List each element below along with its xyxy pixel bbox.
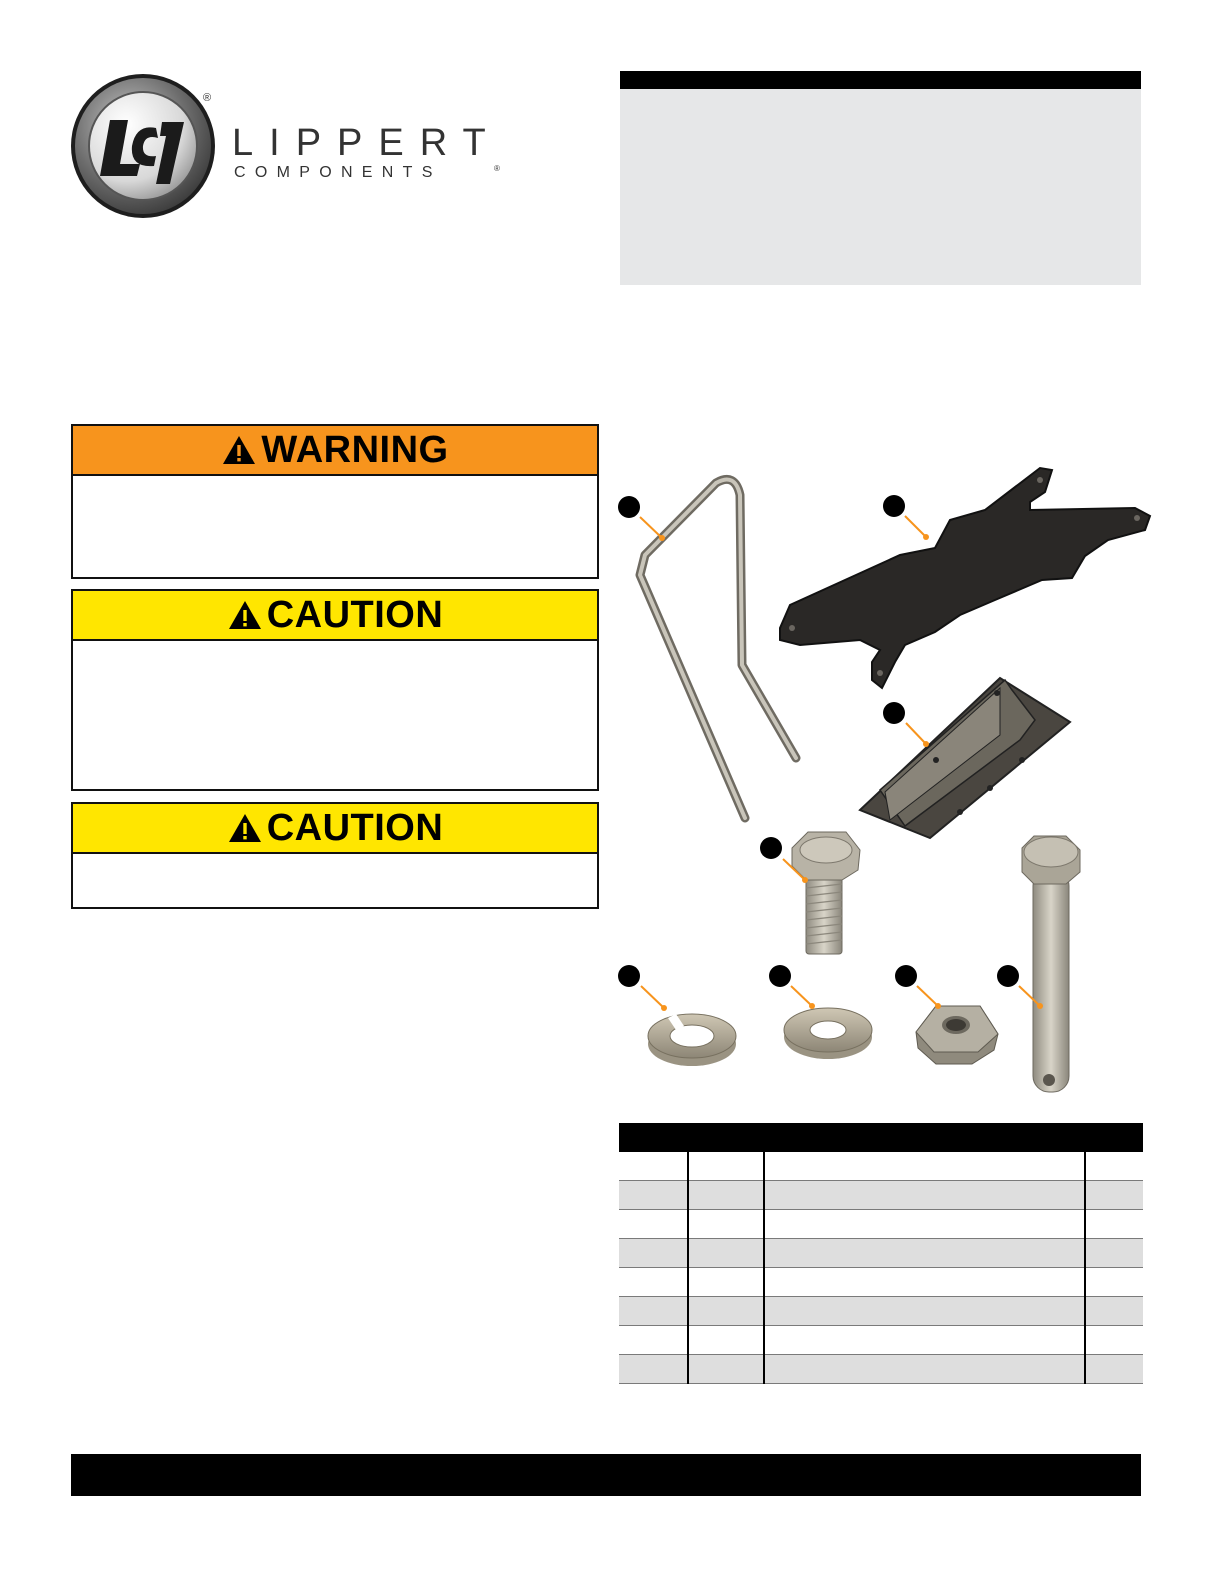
registered-mark-small: ® [494, 164, 500, 173]
callout-2 [883, 495, 929, 540]
table-row [619, 1152, 1143, 1181]
table-row [619, 1239, 1143, 1268]
parts-illustration [612, 455, 1172, 1115]
caution-header [73, 804, 597, 854]
table-row [619, 1355, 1143, 1384]
caution-notice-2 [71, 802, 599, 909]
caution-notice-1 [71, 589, 599, 791]
header-cell [688, 1123, 764, 1152]
callout-1 [618, 496, 665, 541]
mounting-plate-part [780, 468, 1150, 688]
channel-bracket-part [860, 678, 1070, 838]
flat-washer-part [784, 1008, 872, 1059]
table-row [619, 1297, 1143, 1326]
header-cell [764, 1123, 1085, 1152]
callout-5 [618, 965, 667, 1011]
title-bar [620, 71, 1141, 89]
callout-3 [883, 702, 929, 747]
clevis-pin-part [1022, 836, 1080, 1092]
caution-triangle-icon [227, 599, 263, 631]
lippert-logo [70, 72, 510, 222]
caution-label: CAUTION [266, 594, 444, 636]
caution-triangle-icon [227, 812, 263, 844]
callout-6 [769, 965, 815, 1009]
header-cell [1085, 1123, 1143, 1152]
table-row [619, 1326, 1143, 1355]
warning-header [73, 426, 597, 476]
table-row [619, 1210, 1143, 1239]
registered-mark: ® [203, 92, 212, 104]
table-row [619, 1181, 1143, 1210]
lock-washer-part [648, 1014, 736, 1066]
header-cell [619, 1123, 688, 1152]
hex-nut-part [916, 1006, 998, 1064]
parts-table [619, 1123, 1143, 1384]
bent-rod-part [640, 479, 796, 818]
warning-label: WARNING [261, 429, 449, 471]
table-row [619, 1268, 1143, 1297]
title-box [620, 89, 1141, 285]
callout-7 [895, 965, 941, 1009]
warning-notice [71, 424, 599, 579]
logo-word-lippert: LIPPERT [232, 122, 502, 164]
caution-label: CAUTION [266, 807, 444, 849]
warning-triangle-icon [221, 434, 257, 466]
lci-emblem [70, 72, 220, 222]
footer-bar [71, 1454, 1141, 1496]
hex-bolt-part [792, 832, 860, 954]
parts-table-header [619, 1123, 1143, 1152]
caution-header [73, 591, 597, 641]
logo-word-components: COMPONENTS [234, 164, 442, 181]
